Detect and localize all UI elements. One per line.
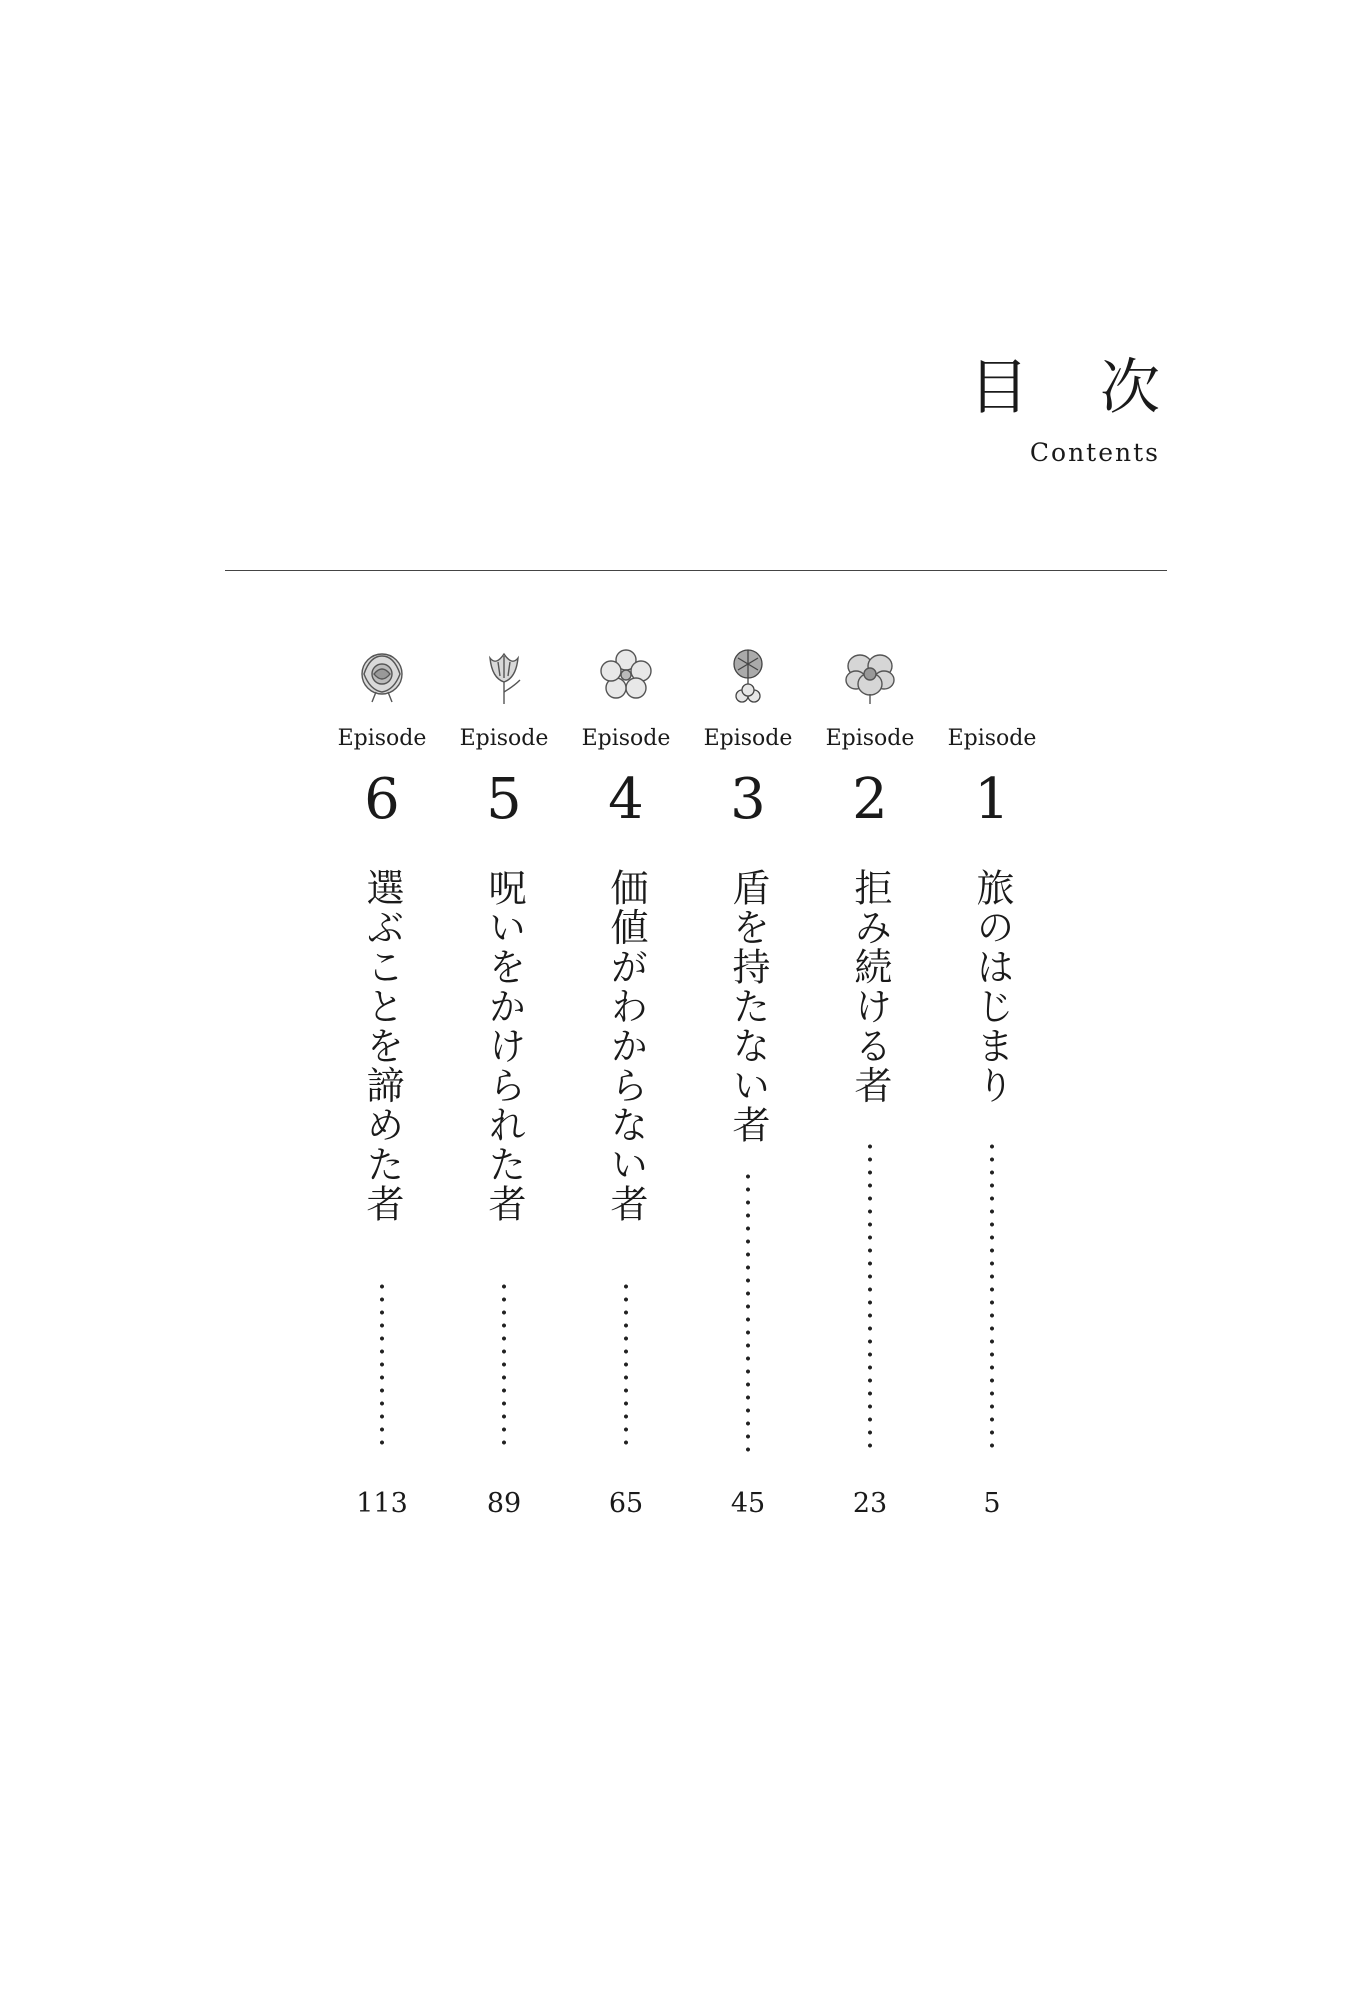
pansy-icon [838,644,902,708]
episode-title: 選ぶことを諦めた者 [360,868,405,1224]
episode-label: Episode [337,726,427,751]
page-number-2: 23 [852,1488,888,1519]
rose-icon [350,644,414,708]
episode-entry-6[interactable] [322,640,442,1338]
dot-leader [624,1280,628,1452]
episode-number: 5 [486,767,522,832]
episode-title: 呪いをかけられた者 [482,868,527,1224]
episode-title: 拒み続ける者 [848,868,893,1106]
episode-number: 2 [852,767,888,832]
episode-label: Episode [947,726,1037,751]
clover-icon [716,644,780,708]
episode-title: 価値がわからない者 [604,868,649,1224]
episode-number: 1 [974,767,1010,832]
toc-subtitle: Contents [1029,438,1160,467]
episode-title: 旅のはじまり [970,868,1015,1106]
dot-leader [380,1280,384,1452]
page-number-6: 113 [356,1488,408,1519]
page-number-4: 65 [608,1488,644,1519]
page-number-3: 45 [730,1488,766,1519]
episode-number: 4 [608,767,644,832]
page-number-5: 89 [486,1488,522,1519]
primrose-icon [594,644,658,708]
episode-number: 3 [730,767,766,832]
episode-entry-4[interactable] [566,640,686,1338]
dot-leader [868,1140,872,1452]
tulip-icon [472,644,536,708]
episode-label: Episode [581,726,671,751]
flower-placeholder [960,644,1024,708]
page-number-1: 5 [983,1488,1001,1519]
episode-entry-5[interactable] [444,640,564,1338]
dot-leader [502,1280,506,1452]
episode-label: Episode [459,726,549,751]
episode-label: Episode [703,726,793,751]
dot-leader [990,1140,994,1452]
divider-rule [225,570,1167,571]
episode-title: 盾を持たない者 [726,868,771,1145]
episode-number: 6 [364,767,400,832]
episode-label: Episode [825,726,915,751]
dot-leader [746,1170,750,1452]
toc-title: 目 次 [968,353,1186,423]
